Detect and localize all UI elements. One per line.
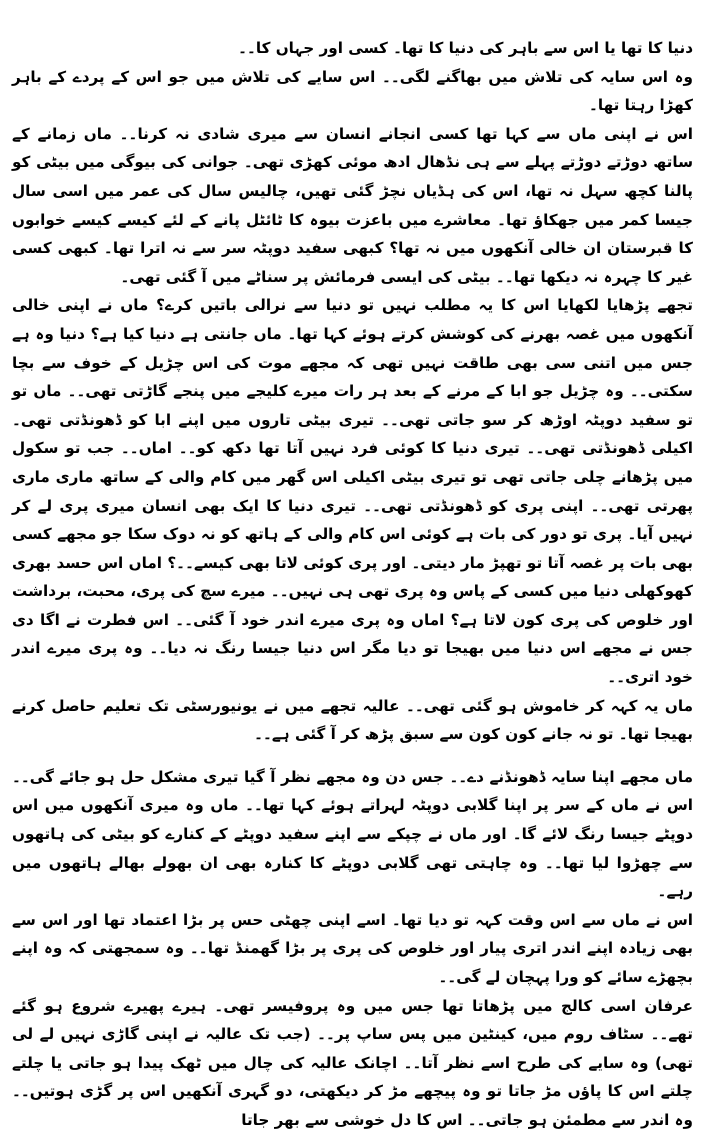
paragraph-1: دنیا کا تھا یا اس سے باہر کی دنیا کا تھا۔ کسی اور جہاں کا۔۔ [238,39,693,57]
paragraph-3: اس نے اپنی ماں سے کہا تھا کسی انجانے انسان سے میری شادی نہ کرنا۔۔ ماں زمانے کے ساتھ دوڑتے دوڑتے پہلے سے ہی نڈھال ادھ موئی کھڑی تھی۔ جوانی کی بیوگی میں بیٹی کو پالنا کچھ سہل نہ تھا، اس کی ہڈیاں نچڑ گئی تھیں، چالیس سال کی عمر میں اسی سال جیسا کمر میں جھکاؤ تھا۔ معاشرے میں باعزت بیوہ کا ٹائٹل پانے کے لئے کیسے کیسے خوابوں کا قبرستان ان خالی آنکھوں میں نہ تھا؟ کبھی سفید دوپٹہ سر سے نہ اترا تھا۔ کبھی کسی غیر کا چہرہ نہ دیکھا تھا۔۔ بیٹی کی ایسی فرمائش پر سناٹے میں آ گئی تھی۔ [12,124,693,286]
paragraph-2: وہ اس سایہ کی تلاش میں بھاگنے لگی۔۔ اس سایے کی تلاش میں جو اس کے پردے کے باہر کھڑا رہتا تھا۔ [12,67,693,115]
paragraph-8: عرفان اسی کالج میں پڑھاتا تھا جس میں وہ پروفیسر تھی۔ ہیرے پھیرے شروع ہو گئے تھے۔۔ سٹاف روم میں، کینٹین میں پس ساپ پر۔۔ (جب تک عالیہ نے اپنی گاڑی نہیں لے لی تھی) وہ سایے کی طرح اسے نظر آتا۔۔ اچانک عالیہ کی چال میں ٹھک پیدا ہو جاتی یا چلتے چلتے اس کا پاؤں مڑ جاتا تو وہ پیچھے مڑ کر دیکھتی، دو گہری آنکھیں اس پر گڑی ہوتیں۔۔ وہ اندر سے مطمئن ہو جاتی۔۔ اس کا دل خوشی سے بھر جاتا [12,996,693,1129]
paragraph-6: ماں مجھے اپنا سایہ ڈھونڈنے دے۔۔ جس دن وہ مجھے نظر آ گیا تیری مشکل حل ہو جائے گی۔۔ اس نے ماں کے سر پر اپنا گلابی دوپٹہ لہراتے ہوئے کہا تھا۔۔ ماں وہ میری آنکھوں میں اس دوپٹے جیسا رنگ لائے گا۔ اور ماں نے چپکے سے اپنے سفید دوپٹے کے کنارے کو بیٹی کی ہاتھوں سے چھڑوا لیا تھا۔۔ وہ چاہتی تھی گلابی دوپٹے کا کنارہ بھی ان بھولے بھالے ہاتھوں میں رہے۔ [12,767,693,901]
paragraph-spacer [12,749,693,763]
paragraph-5: ماں یہ کہہ کر خاموش ہو گئی تھی۔۔ عالیہ تجھے میں نے یونیورسٹی تک تعلیم حاصل کرنے بھیجا تھا۔ تو نہ جانے کون کون سے سبق پڑھ کر آ گئی ہے۔۔ [12,696,693,744]
paragraph-7: اس نے ماں سے اس وقت کہہ تو دیا تھا۔ اسے اپنی چھٹی حس پر بڑا اعتماد تھا اور اس سے بھی زیادہ اپنے اندر اتری پیار اور خلوص کی پری پر بڑا گھمنڈ تھا۔۔ وہ سمجھتی کہ وہ اپنے بچھڑے سائے کو ورا پہچان لے گی۔۔ [12,910,693,986]
urdu-story-text [12,34,693,1135]
paragraph-4: تجھے پڑھایا لکھایا اس کا یہ مطلب نہیں تو دنیا سے نرالی باتیں کرے؟ ماں نے اپنی خالی آنکھوں میں غصہ بھرنے کی کوشش کرتے ہوئے کہا تھا۔ ماں جانتی ہے دنیا کیا ہے؟ دنیا وہ ہے جس میں اتنی سی بھی طاقت نہیں تھی کہ مجھے موت کی اس چڑیل کے خوف سے بچا سکتی۔۔ وہ چڑیل جو ابا کے مرنے کے بعد ہر رات میرے کلیجے میں پنجے گاڑتی تھی۔۔ ماں تو تو سفید دوپٹہ اوڑھ کر سو جاتی تھی۔۔ تیری بیٹی تاروں میں اپنے ابا کو ڈھونڈتی تھی۔ اکیلی ڈھونڈتی تھی۔۔ تیری دنیا کا کوئی فرد نہیں آتا تھا دکھ کو۔۔ اماں۔۔ جب تو سکول میں پڑھانے چلی جاتی تھی تو تیری بیٹی اکیلی اس گھر میں کام والی کے ساتھ ماری ماری پھرتی تھی۔۔ اپنی پری کو ڈھونڈتی تھی۔۔ تیری دنیا کا ایک بھی انسان میری پری لے کر نہیں آیا۔ پری تو دور کی بات ہے کوئی اس کام والی کے ہاتھ کو نہ دوک سکا جو مجھے کسی بھی بات پر غصہ آتا تو تھپڑ مار دیتی۔ اور پری کوئی لاتا بھی کیسے۔۔؟ اماں اس حسد بھری کھوکھلی دنیا میں کسی کے پاس وہ پری تھی ہی نہیں۔۔ میرے سچ کی پری، محبت، برداشت اور خلوص کی پری کون لاتا ہے؟ اماں وہ پری میرے اندر خود آ گئی۔۔ اس فطرت نے اگا دی جس نے مجھے اس دنیا میں بھیجا تو دیا مگر اس دنیا جیسا رنگ نہ دیا۔۔ وہ پری میرے اندر خود اتری۔۔ [12,296,693,687]
